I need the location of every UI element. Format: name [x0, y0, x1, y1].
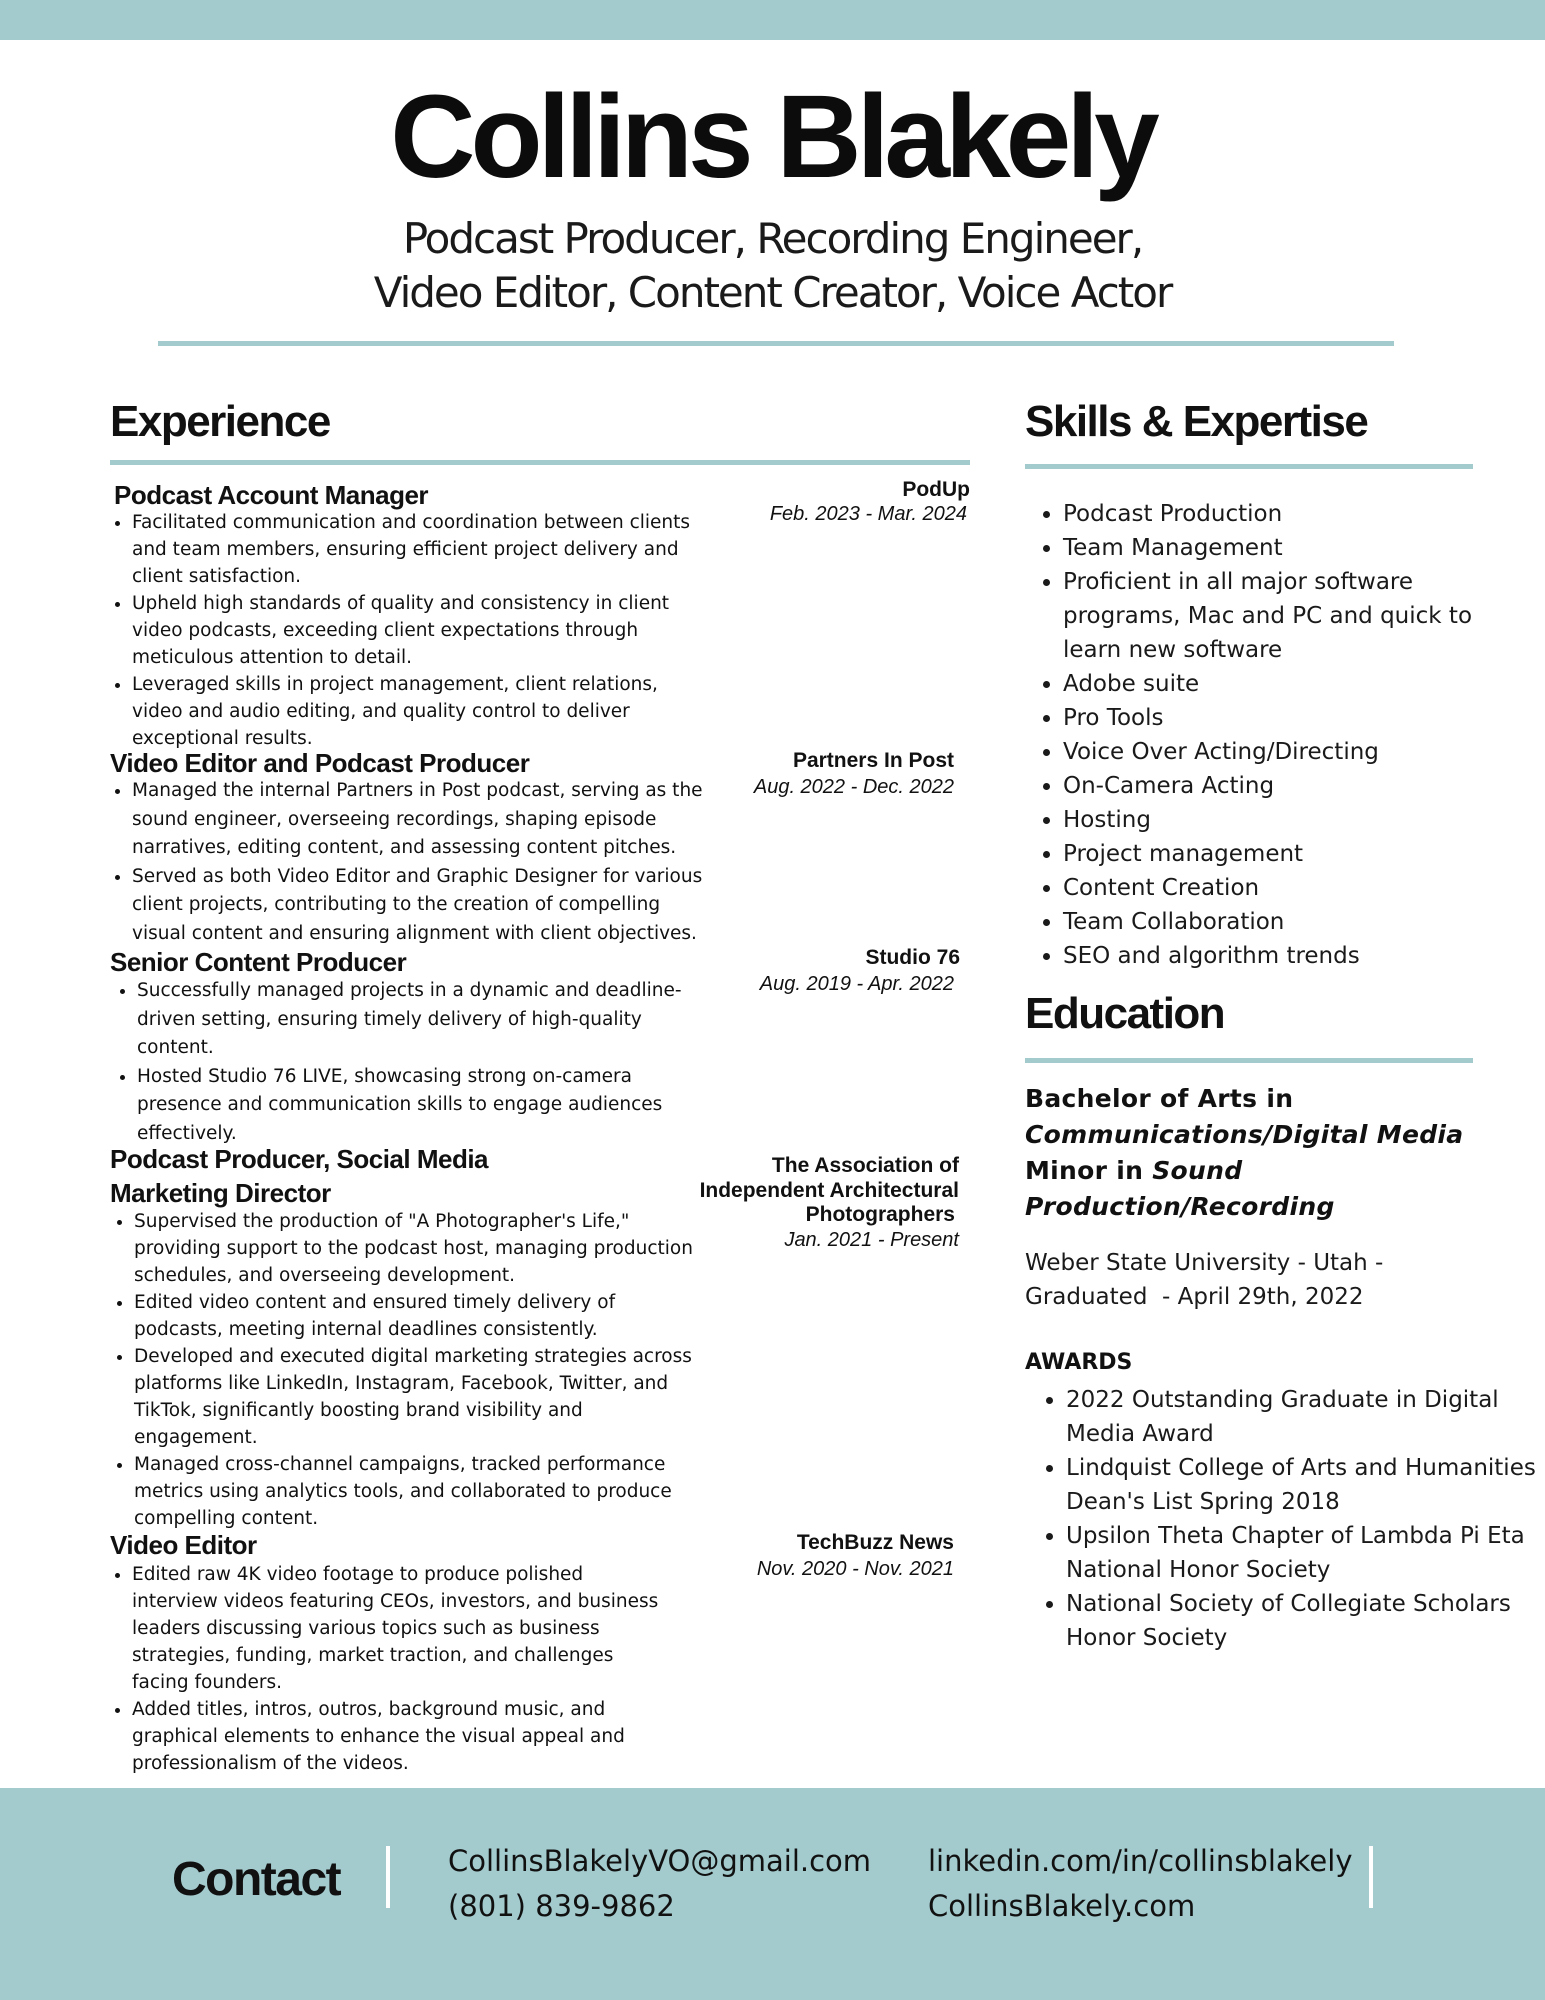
- top-accent-bar: [0, 0, 1545, 40]
- company-name: PodUp: [902, 478, 970, 501]
- list-item: • Managed cross-channel campaigns, tracked performance metrics using analytics tools, and collaborated to produce compelling content.: [134, 1451, 709, 1532]
- job-entry: [110, 945, 970, 1145]
- list-item: • National Society of Collegiate Scholars Honor Society: [1066, 1587, 1536, 1655]
- list-item: • Content Creation: [1063, 871, 1533, 905]
- job-dates: Jan. 2021 - Present: [784, 1228, 959, 1251]
- company-name-line-1: The Association of: [771, 1154, 959, 1177]
- list-item: • Served as both Video Editor and Graphic Designer for various client projects, contributing to the creation of compelling visual content and ensuring alignment with client objectives.: [132, 863, 707, 949]
- job-bullets: [112, 1208, 709, 1532]
- list-item: • Lindquist College of Arts and Humanities Dean's List Spring 2018: [1066, 1451, 1536, 1519]
- header-divider: [158, 341, 1394, 346]
- list-item: • On-Camera Acting: [1063, 769, 1533, 803]
- list-item: • Successfully managed projects in a dynamic and deadline-driven setting, ensuring timely delivery of high-quality content.: [137, 977, 682, 1063]
- list-item: • Added titles, intros, outros, background music, and graphical elements to enhance the visual appeal and professionalism of the videos.: [132, 1696, 662, 1777]
- job-entry: [110, 746, 970, 946]
- list-item: • Podcast Production: [1063, 497, 1533, 531]
- job-dates: Feb. 2023 - Mar. 2024: [769, 503, 967, 525]
- job-title-line-1: Podcast Producer, Social Media: [110, 1144, 489, 1174]
- job-meta: [770, 478, 970, 526]
- list-item: • Adobe suite: [1063, 667, 1533, 701]
- divider-bar: [1369, 1846, 1373, 1908]
- subtitle: [0, 212, 1545, 320]
- linkedin-link[interactable]: linkedin.com/in/collinsblakely: [928, 1844, 1353, 1878]
- skills-divider: [1025, 464, 1473, 469]
- job-meta: [754, 748, 954, 800]
- school-line-2: Graduated - April 29th, 2022: [1025, 1284, 1364, 1310]
- degree-major: Communications/Digital Media: [1025, 1120, 1464, 1149]
- skills-heading: Skills & Expertise: [1025, 397, 1368, 446]
- degree-prefix: Bachelor of Arts in: [1025, 1084, 1294, 1113]
- job-bullets: [110, 777, 707, 948]
- list-item: • Hosting: [1063, 803, 1533, 837]
- experience-divider: [110, 460, 970, 465]
- job-entry: [110, 1142, 970, 1542]
- subtitle-line-2: Video Editor, Content Creator, Voice Actor: [373, 268, 1172, 317]
- minor: [1025, 1153, 1495, 1189]
- school-line-1: Weber State University - Utah -: [1025, 1250, 1384, 1276]
- phone-link[interactable]: (801) 839-9862: [448, 1889, 675, 1923]
- company-name-line-3: Photographers: [805, 1203, 955, 1226]
- job-dates: Nov. 2020 - Nov. 2021: [756, 1558, 954, 1580]
- list-item: • Pro Tools: [1063, 701, 1533, 735]
- minor-field-line-2: Production/Recording: [1025, 1192, 1335, 1221]
- job-meta: [700, 1154, 959, 1252]
- job-meta: [760, 945, 960, 997]
- job-title: Podcast Account Manager: [114, 480, 429, 510]
- job-dates: Aug. 2019 - Apr. 2022: [759, 973, 954, 995]
- contact-heading: Contact: [172, 1853, 341, 1906]
- list-item: • Managed the internal Partners in Post podcast, serving as the sound engineer, overseeing recordings, shaping episode narratives, editing content, and assessing content pitches.: [132, 777, 707, 863]
- list-item: • Voice Over Acting/Directing: [1063, 735, 1533, 769]
- list-item: • Upheld high standards of quality and consistency in client video podcasts, exceeding client expectations through meticulous attention to detail.: [132, 590, 692, 671]
- company-name: Partners In Post: [792, 749, 954, 772]
- job-bullets: [110, 1561, 662, 1777]
- education-divider: [1025, 1058, 1473, 1063]
- subtitle-line-1: Podcast Producer, Recording Engineer,: [402, 214, 1143, 263]
- list-item: • Supervised the production of "A Photographer's Life," providing support to the podcast host, managing production schedules, and overseeing development.: [134, 1208, 709, 1289]
- awards-list: [1028, 1383, 1536, 1655]
- skills-list: [1025, 497, 1533, 973]
- website-link[interactable]: CollinsBlakely.com: [928, 1889, 1196, 1923]
- company-name-line-2: Independent Architectural: [699, 1178, 959, 1202]
- job-dates: Aug. 2022 - Dec. 2022: [753, 776, 954, 798]
- job-title-line-2: Marketing Director: [110, 1178, 331, 1208]
- list-item: • Developed and executed digital marketing strategies across platforms like LinkedIn, Instagram, Facebook, Twitter, and TikTok, significantly boosting brand visibility and engagement.: [134, 1343, 709, 1451]
- list-item: • Hosted Studio 76 LIVE, showcasing strong on-camera presence and communication skills to engage audiences effectively.: [137, 1063, 682, 1149]
- job-entry: [110, 1528, 970, 1788]
- job-title: [110, 1142, 488, 1210]
- job-entry: [110, 478, 970, 748]
- job-bullets: [115, 977, 682, 1148]
- email-link[interactable]: CollinsBlakelyVO@gmail.com: [448, 1844, 872, 1878]
- job-title: Video Editor: [110, 1530, 257, 1560]
- page-title: Collins Blakely: [390, 71, 1155, 203]
- list-item: • Team Collaboration: [1063, 905, 1533, 939]
- list-item: • SEO and algorithm trends: [1063, 939, 1533, 973]
- list-item: • Project management: [1063, 837, 1533, 871]
- list-item: • Leveraged skills in project management, client relations, video and audio editing, and quality control to deliver exceptional results.: [132, 671, 692, 752]
- list-item: • Upsilon Theta Chapter of Lambda Pi Eta National Honor Society: [1066, 1519, 1536, 1587]
- job-bullets: [110, 509, 692, 752]
- list-item: • Proficient in all major software programs, Mac and PC and quick to learn new software: [1063, 565, 1533, 667]
- list-item: • 2022 Outstanding Graduate in Digital Media Award: [1066, 1383, 1536, 1451]
- minor-field: Sound: [1152, 1156, 1243, 1185]
- education-heading: Education: [1025, 989, 1225, 1038]
- job-meta: [757, 1530, 954, 1582]
- school-info: [1025, 1246, 1495, 1314]
- list-item: • Edited raw 4K video footage to produce polished interview videos featuring CEOs, investors, and business leaders discussing various topics such as business strategies, funding, market traction, and challenges facing founders.: [132, 1561, 662, 1696]
- company-name: TechBuzz News: [796, 1531, 954, 1554]
- divider-bar: [386, 1846, 390, 1908]
- experience-heading: Experience: [110, 397, 330, 446]
- minor-prefix: Minor in: [1025, 1156, 1144, 1185]
- list-item: • Team Management: [1063, 531, 1533, 565]
- degree: [1025, 1081, 1495, 1225]
- awards-heading: AWARDS: [1025, 1350, 1133, 1375]
- job-title: Senior Content Producer: [110, 947, 407, 977]
- list-item: • Edited video content and ensured timely delivery of podcasts, meeting internal deadlines consistently.: [134, 1289, 709, 1343]
- company-name: Studio 76: [865, 946, 960, 969]
- list-item: • Facilitated communication and coordination between clients and team members, ensuring efficient project delivery and client satisfaction.: [132, 509, 692, 590]
- job-title: Video Editor and Podcast Producer: [110, 748, 530, 778]
